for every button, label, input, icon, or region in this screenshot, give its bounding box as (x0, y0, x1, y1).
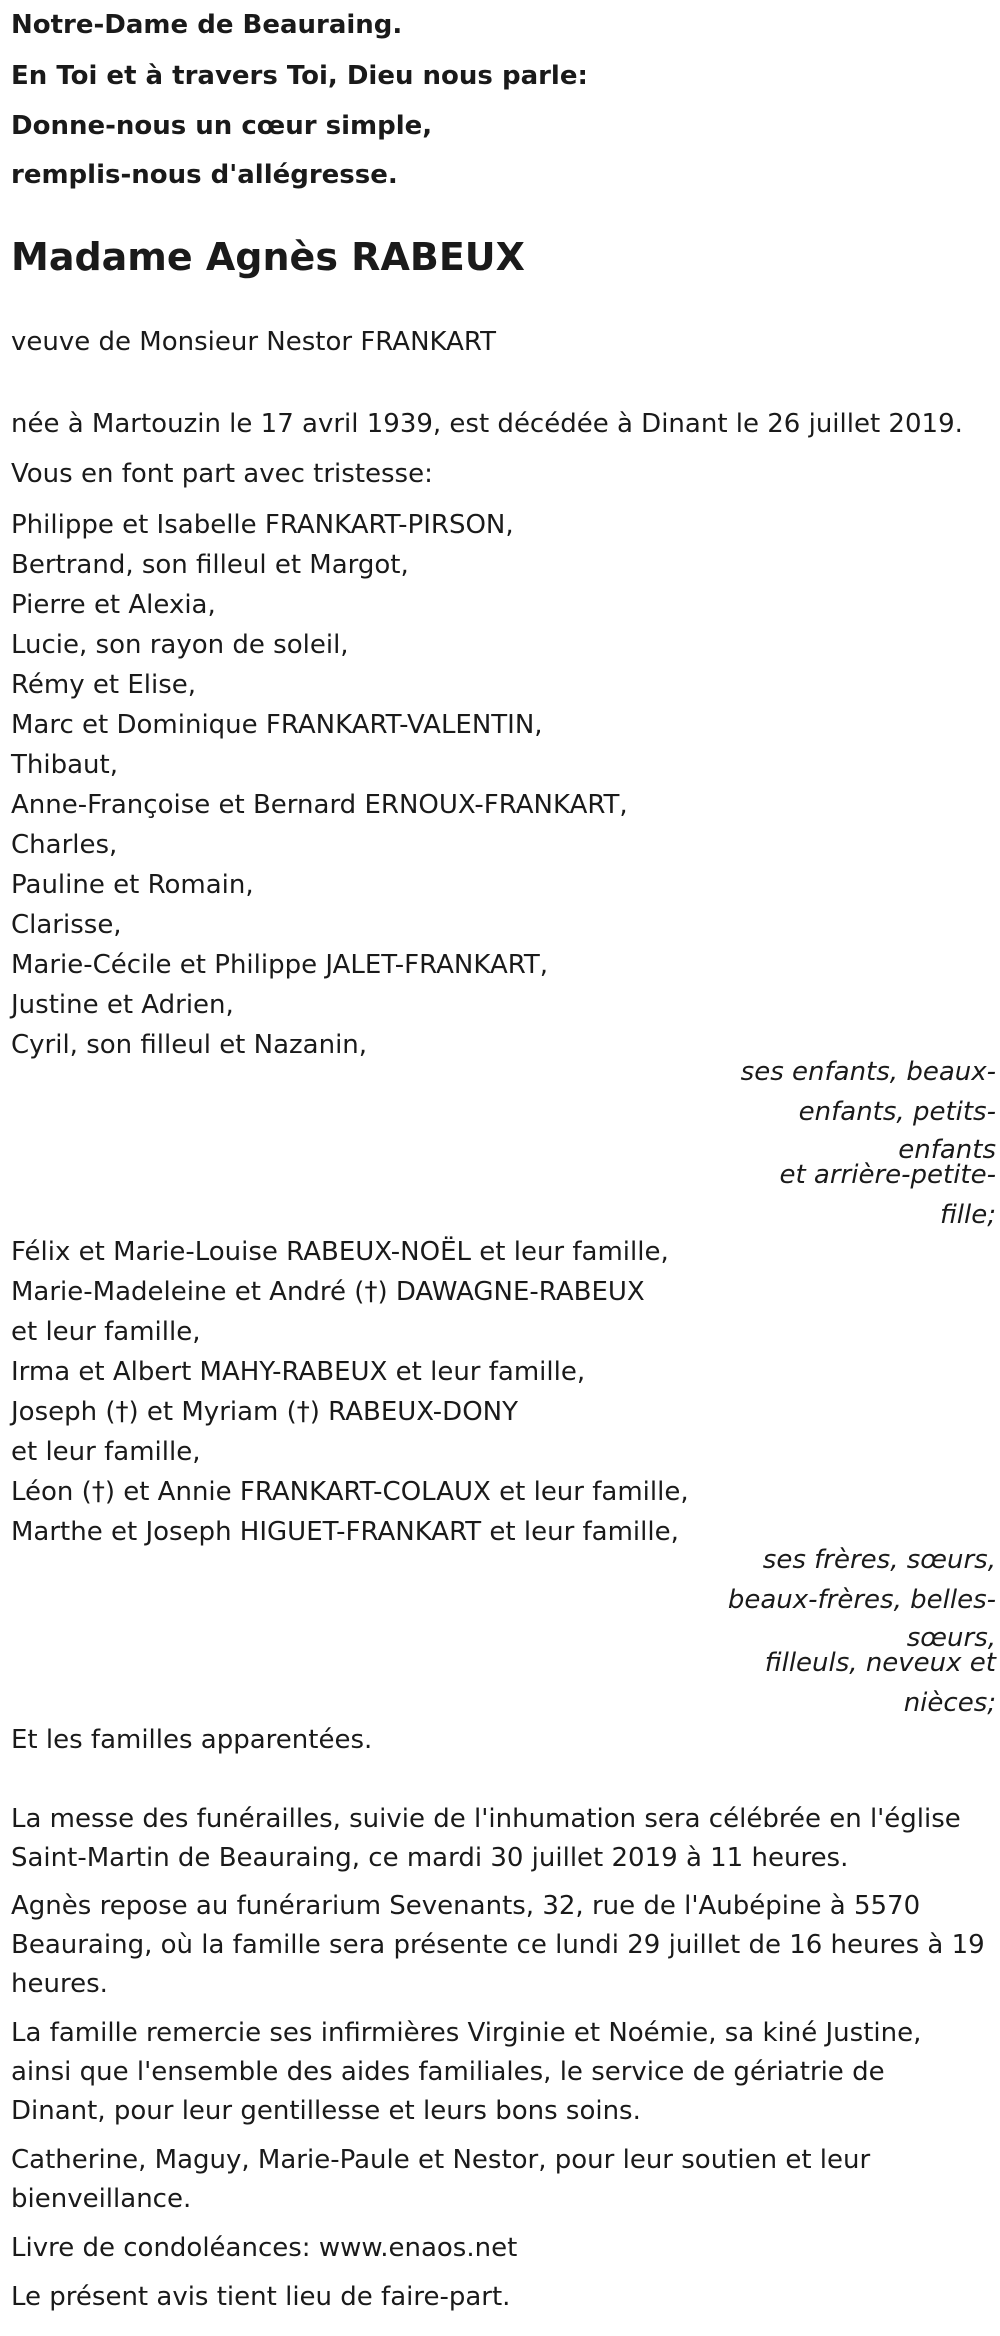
list-item: Irma et Albert MAHY-RABEUX et leur famille, (11, 1357, 586, 1387)
siblings-caption-line: beaux-frères, belles- (727, 1585, 996, 1615)
prayer-line-1: Notre-Dame de Beauraing. (11, 10, 403, 40)
children-caption-line: et arrière-petite- (779, 1160, 996, 1190)
list-item: Marc et Dominique FRANKART-VALENTIN, (11, 710, 543, 740)
list-item: Lucie, son rayon de soleil, (11, 630, 349, 660)
siblings-caption-line: filleuls, neveux et (764, 1648, 996, 1678)
funerarium-line: heures. (11, 1969, 108, 1999)
list-item: Thibaut, (11, 750, 118, 780)
deceased-name: Madame Agnès RABEUX (11, 235, 525, 279)
funerarium-line: Beauraing, où la famille sera présente ce lundi 29 juillet de 16 heures à 19 (11, 1930, 985, 1960)
prayer-line-4: remplis-nous d'allégresse. (11, 160, 398, 190)
list-item: Marie-Madeleine et André (†) DAWAGNE-RABEUX (11, 1277, 645, 1307)
children-caption-line: enfants, petits- (798, 1097, 996, 1127)
list-item: Bertrand, son filleul et Margot, (11, 550, 409, 580)
thanks-support-line: bienveillance. (11, 2184, 192, 2214)
list-item: Joseph (†) et Myriam (†) RABEUX-DONY (11, 1397, 518, 1427)
children-caption-line: ses enfants, beaux- (740, 1057, 996, 1087)
closing-line: Le présent avis tient lieu de faire-part. (11, 2282, 511, 2312)
siblings-caption-line: sœurs, (906, 1623, 996, 1653)
siblings-caption-line: nièces; (903, 1688, 996, 1718)
birth-death: née à Martouzin le 17 avril 1939, est décédée à Dinant le 26 juillet 2019. (11, 409, 963, 439)
children-caption-line: enfants (898, 1135, 996, 1165)
funerarium-line: Agnès repose au funérarium Sevenants, 32, rue de l'Aubépine à 5570 (11, 1891, 921, 1921)
list-item: Félix et Marie-Louise RABEUX-NOËL et leur famille, (11, 1237, 669, 1267)
thanks-line: ainsi que l'ensemble des aides familiales, le service de gériatrie de (11, 2057, 885, 2087)
list-item: Justine et Adrien, (11, 990, 234, 1020)
list-item: Marie-Cécile et Philippe JALET-FRANKART, (11, 950, 549, 980)
intro-line: Vous en font part avec tristesse: (11, 459, 433, 489)
list-item: Pauline et Romain, (11, 870, 254, 900)
funeral-mass-line: La messe des funérailles, suivie de l'inhumation sera célébrée en l'église (11, 1804, 961, 1834)
list-item: et leur famille, (11, 1437, 201, 1467)
thanks-line: La famille remercie ses infirmières Virginie et Noémie, sa kiné Justine, (11, 2018, 922, 2048)
list-item: et leur famille, (11, 1317, 201, 1347)
list-item: Anne-Françoise et Bernard ERNOUX-FRANKART, (11, 790, 628, 820)
related-families: Et les familles apparentées. (11, 1725, 373, 1755)
siblings-caption-line: ses frères, sœurs, (762, 1545, 996, 1575)
list-item: Cyril, son filleul et Nazanin, (11, 1030, 368, 1060)
prayer-line-3: Donne-nous un cœur simple, (11, 111, 433, 141)
list-item: Rémy et Elise, (11, 670, 197, 700)
prayer-line-2: En Toi et à travers Toi, Dieu nous parle: (11, 61, 588, 91)
condolences-line: Livre de condoléances: www.enaos.net (11, 2233, 518, 2263)
widow-of: veuve de Monsieur Nestor FRANKART (11, 327, 496, 357)
funeral-mass-line: Saint-Martin de Beauraing, ce mardi 30 juillet 2019 à 11 heures. (11, 1843, 849, 1873)
list-item: Léon (†) et Annie FRANKART-COLAUX et leur famille, (11, 1477, 689, 1507)
thanks-support-line: Catherine, Maguy, Marie-Paule et Nestor, pour leur soutien et leur (11, 2145, 871, 2175)
thanks-line: Dinant, pour leur gentillesse et leurs bons soins. (11, 2096, 641, 2126)
children-caption-line: fille; (940, 1200, 996, 1230)
list-item: Marthe et Joseph HIGUET-FRANKART et leur famille, (11, 1517, 679, 1547)
list-item: Charles, (11, 830, 118, 860)
list-item: Pierre et Alexia, (11, 590, 216, 620)
list-item: Philippe et Isabelle FRANKART-PIRSON, (11, 510, 514, 540)
list-item: Clarisse, (11, 910, 122, 940)
